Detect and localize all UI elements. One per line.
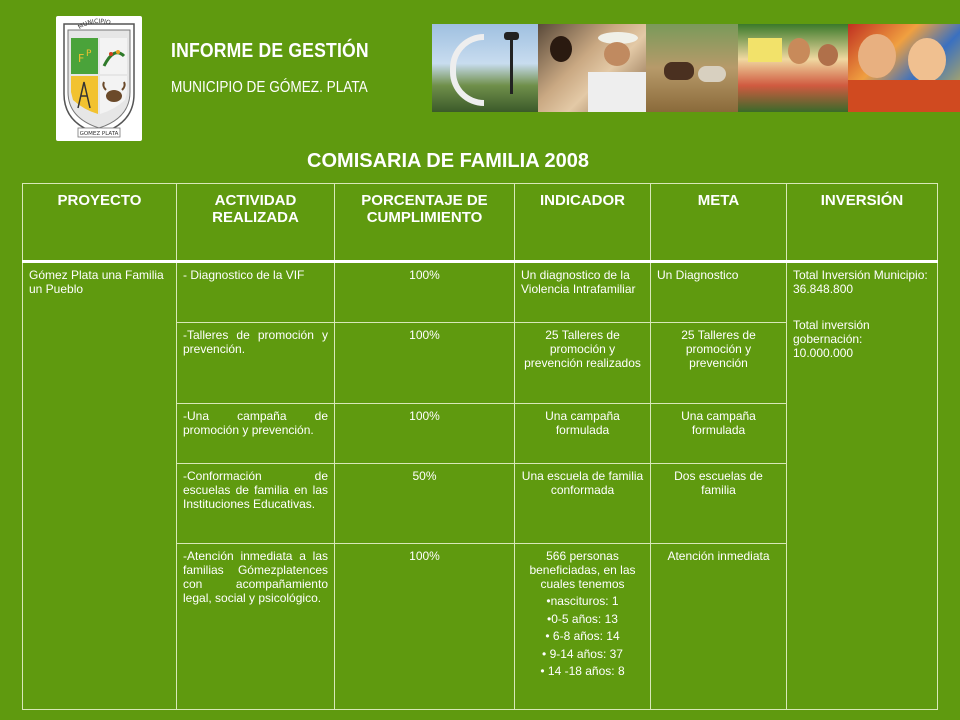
project-name: Gómez Plata una Familia un Pueblo — [23, 262, 177, 710]
community-event-photo — [738, 24, 848, 112]
meeting-people-photo — [538, 24, 646, 112]
indicator-cell: 25 Talleres de promoción y prevención realizados — [515, 323, 651, 404]
municipal-logo — [56, 16, 142, 141]
investment-cell — [787, 262, 938, 710]
report-table — [22, 183, 938, 710]
report-title: INFORME DE GESTIÓN — [171, 40, 369, 62]
activity-cell: - Diagnostico de la VIF — [177, 262, 335, 323]
table-row — [23, 262, 938, 323]
goal-cell: Una campaña formulada — [651, 404, 787, 464]
svg-text:F: F — [78, 52, 85, 65]
svg-text:P: P — [86, 49, 92, 59]
municipality-name: MUNICIPIO DE GÓMEZ. PLATA — [171, 79, 368, 96]
percentage-cell: 100% — [335, 544, 515, 710]
activity-cell: -Conformación de escuelas de familia en las Instituciones Educativas. — [177, 464, 335, 544]
photo-strip — [432, 24, 960, 112]
rural-horses-photo — [646, 24, 738, 112]
logo-top-text: MUNICIPIO — [76, 17, 112, 31]
investment-municipio-label: Total Inversión Municipio: — [793, 268, 928, 282]
percentage-cell: 50% — [335, 464, 515, 544]
header-porcentaje: PORCENTAJE DE CUMPLIMIENTO — [335, 184, 515, 262]
indicator-line: • 14 -18 años: 8 — [540, 664, 625, 678]
percentage-cell: 100% — [335, 404, 515, 464]
percentage-cell: 100% — [335, 323, 515, 404]
indicator-cell: Una escuela de familia conformada — [515, 464, 651, 544]
header-meta: META — [651, 184, 787, 262]
activity-cell: -Atención inmediata a las familias Gómezplatences con acompañamiento legal, social y psicológico. — [177, 544, 335, 710]
goal-cell: Atención inmediata — [651, 544, 787, 710]
indicator-line: • 6-8 años: 14 — [545, 629, 620, 643]
indicator-line: •nascituros: 1 — [546, 594, 619, 608]
section-title-text: COMISARIA DE FAMILIA 2008 — [307, 150, 589, 172]
logo-bottom-text: GOMEZ PLATA — [79, 131, 119, 137]
header-actividad: ACTIVIDAD REALIZADA — [177, 184, 335, 262]
indicator-line: 566 personas beneficiadas, en las cuales tenemos — [529, 549, 636, 591]
indicator-cell: Una campaña formulada — [515, 404, 651, 464]
indicator-line: • 9-14 años: 37 — [542, 646, 623, 661]
section-title — [0, 150, 960, 173]
activity-cell: -Una campaña de promoción y prevención. — [177, 404, 335, 464]
coat-of-arms-icon — [56, 16, 142, 141]
investment-gobernacion-value: 10.000.000 — [793, 346, 854, 360]
goal-cell: Un Diagnostico — [651, 262, 787, 323]
town-monument-photo — [432, 24, 538, 112]
indicator-cell — [515, 544, 651, 710]
activity-cell: -Talleres de promoción y prevención. — [177, 323, 335, 404]
investment-gobernacion-label: Total inversión gobernación: — [793, 318, 870, 346]
goal-cell: Dos escuelas de familia — [651, 464, 787, 544]
investment-municipio-value: 36.848.800 — [793, 282, 854, 296]
indicator-line: •0-5 años: 13 — [547, 611, 618, 626]
header-indicador: INDICADOR — [515, 184, 651, 262]
indicator-cell: Un diagnostico de la Violencia Intrafamiliar — [515, 262, 651, 323]
header-inversion: INVERSIÓN — [787, 184, 938, 262]
table-header-row — [23, 184, 938, 262]
painted-children-photo — [848, 24, 960, 112]
percentage-cell: 100% — [335, 262, 515, 323]
goal-cell: 25 Talleres de promoción y prevención — [651, 323, 787, 404]
header-proyecto: PROYECTO — [23, 184, 177, 262]
